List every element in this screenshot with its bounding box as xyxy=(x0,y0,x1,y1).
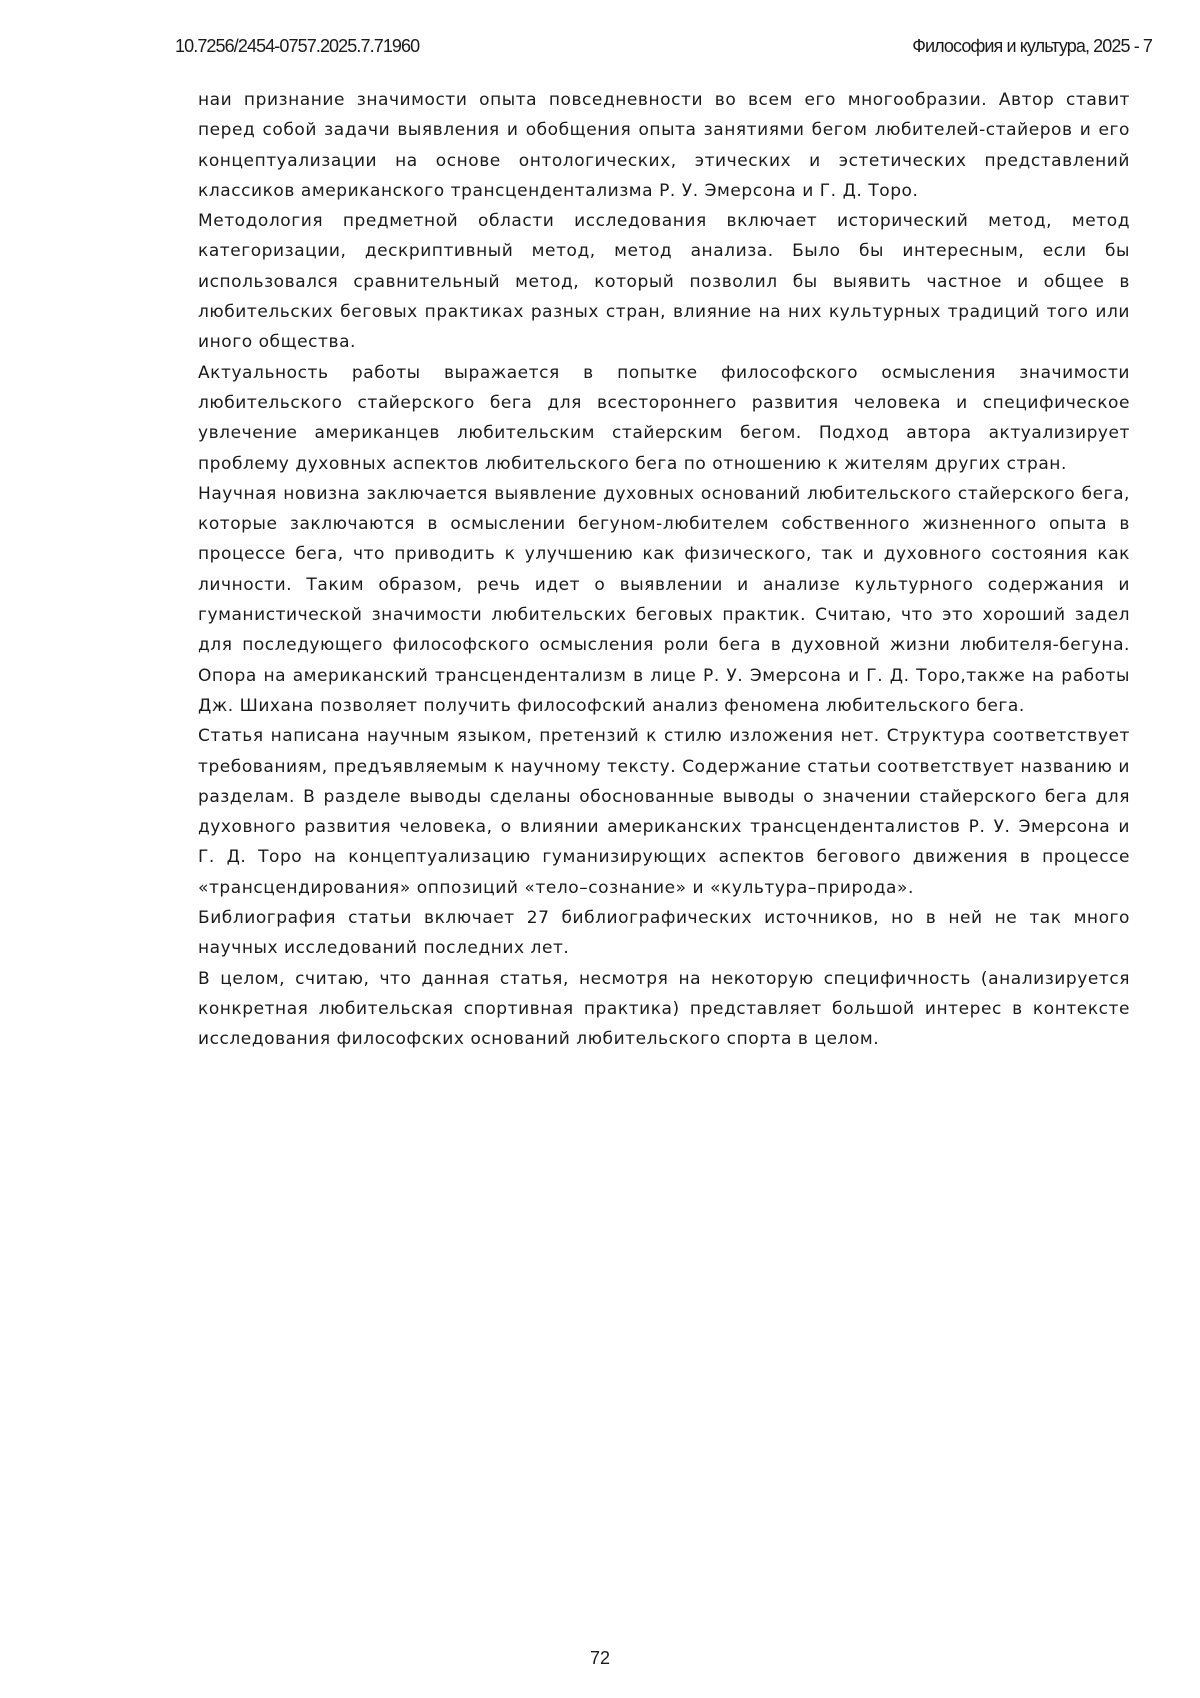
paragraph-conclusion: В целом, считаю, что данная статья, несмотря на некоторую специфичность (анализируется конкретная любительская спортивная практика) представляет большой интерес в контексте исследования философских оснований любительского спорта в целом. xyxy=(198,964,1130,1055)
page-number: 72 xyxy=(0,1648,1200,1669)
doi-label: 10.7256/2454-0757.2025.7.71960 xyxy=(175,36,419,57)
paragraph-novelty: Научная новизна заключается выявление духовных оснований любительского стайерского бега, которые заключаются в осмыслении бегуном-любителем собственного жизненного опыта в процессе бега, что приводить к улучшению как физического, так и духовного состояния как личности. Таким образом, речь идет о выявлении и анализе культурного содержания и гуманистической значимости любительских беговых практик. Считаю, что это хороший задел для последующего философского осмысления роли бега в духовной жизни любителя-бегуна. Опора на американский трансцендентализм в лице Р. У. Эмерсона и Г. Д. Торо,также на работы Дж. Шихана позволяет получить философский анализ феномена любительского бега. xyxy=(198,479,1130,721)
paragraph-relevance: Актуальность работы выражается в попытке философского осмысления значимости любительского стайерского бега для всестороннего развития человека и специфическое увлечение американцев любительским стайерским бегом. Подход автора актуализирует проблему духовных аспектов любительского бега по отношению к жителям других стран. xyxy=(198,358,1130,479)
article-review-text xyxy=(198,85,1130,1055)
paragraph-bibliography: Библиография статьи включает 27 библиографических источников, но в ней не так много научных исследований последних лет. xyxy=(198,903,1130,964)
paragraph-introduction: наи признание значимости опыта повседневности во всем его многообразии. Автор ставит перед собой задачи выявления и обобщения опыта занятиями бегом любителей-стайеров и его концептуализации на основе онтологических, этических и эстетических представлений классиков американского трансцендентализма Р. У. Эмерсона и Г. Д. Торо. xyxy=(198,85,1130,206)
page-header xyxy=(175,36,1152,60)
paragraph-methodology: Методология предметной области исследования включает исторический метод, метод категоризации, дескриптивный метод, метод анализа. Было бы интересным, если бы использовался сравнительный метод, который позволил бы выявить частное и общее в любительских беговых практиках разных стран, влияние на них культурных традиций того или иного общества. xyxy=(198,206,1130,357)
paragraph-style-structure: Статья написана научным языком, претензий к стилю изложения нет. Структура соответствует требованиям, предъявляемым к научному тексту. Содержание статьи соответствует названию и разделам. В разделе выводы сделаны обоснованные выводы о значении стайерского бега для духовного развития человека, о влиянии американских трансценденталистов Р. У. Эмерсона и Г. Д. Торо на концептуализацию гуманизирующих аспектов бегового движения в процессе «трансцендирования» оппозиций «тело–сознание» и «культура–природа». xyxy=(198,721,1130,903)
journal-issue-label: Философия и культура, 2025 - 7 xyxy=(912,36,1152,57)
